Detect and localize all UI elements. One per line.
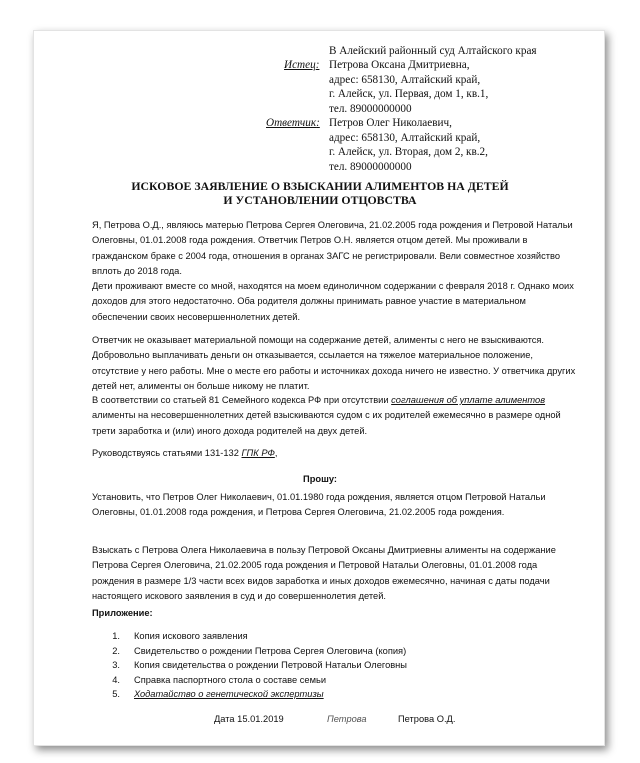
plaintiff-label: Истец: [284, 59, 320, 71]
court-name: В Алейский районный суд Алтайского края [329, 45, 537, 57]
paragraph-paternity-request: Установить, что Петров Олег Николаевич, 01.01.1980 года рождения, является отцом Петровой Натальи Олеговны, 01.01.2008 года рождения, и Петрова Сергея Олеговича, 21.02.2005 года рождения. [92, 492, 546, 518]
list-item: 1. Копия искового заявления [112, 631, 248, 641]
defendant-phone: тел. 89000000000 [329, 160, 412, 173]
paragraph-alimony-request: Взыскать с Петрова Олега Николаевича в пользу Петровой Оксаны Дмитриевны алименты на содержание Петрова Сергея Олеговича, 21.02.2005 года рождения и Петровой Натальи Олеговны, 01.01.2008 года рождения в размере 1/3 части всех видов заработка и иных доходов ежемесячно, начиная с даты подачи настоящего искового заявления в суд и до совершеннолетия детей. [92, 545, 556, 601]
signature: Петрова [327, 714, 367, 724]
defendant-details [329, 116, 488, 174]
plaintiff-details [329, 58, 488, 116]
gpk-rf-link[interactable]: ГПК РФ [241, 448, 275, 458]
paragraph-children-support: Дети проживают вместе со мной, находятся на моем единоличном содержании с февраля 2018 г. Однако моих доходов для этого недостаточно. Оба родителя должны принимать равное участие в материальном обеспечении своих несовершеннолетних детей. [92, 281, 574, 322]
paragraph-family-code: В соответствии со статьей 81 Семейного кодекса РФ при отсутствии соглашения об уплате алиментов алименты на несовершеннолетних детей взыскиваются судом с их родителей ежемесячно в размере одной трети заработка и (или) иного дохода родителей на двух детей. [92, 395, 561, 436]
plaintiff-address-line-1: адрес: 658130, Алтайский край, [329, 73, 481, 86]
attachments-list [92, 629, 407, 702]
request-heading: Прошу: [303, 474, 337, 484]
paragraph-defendant: Ответчик не оказывает материальной помощи на содержание детей, алименты с него не взыскиваются. Добровольно выплачивать деньги он отказывается, ссылается на тяжелое материальное положение, отсутствие у него работы. Мне о месте его работы и источниках дохода ничего не известно. У ответчика других детей нет, алименты он больше никому не платит. [92, 335, 576, 391]
defendant-name: Петров Олег Николаевич, [329, 117, 452, 129]
signer-name: Петрова О.Д. [398, 714, 456, 724]
plaintiff-address-line-2: г. Алейск, ул. Первая, дом 1, кв.1, [329, 88, 489, 101]
list-item: 2. Свидетельство о рождении Петрова Сергея Олеговича (копия) [112, 645, 407, 656]
list-item: 5. Ходатайство о генетической экспертизы [112, 689, 324, 700]
genetic-expertise-link[interactable]: Ходатайство о генетической экспертизы [134, 689, 324, 700]
document-page [33, 30, 605, 746]
defendant-label: Ответчик: [266, 117, 320, 129]
title-line-1: ИСКОВОЕ ЗАЯВЛЕНИЕ О ВЗЫСКАНИИ АЛИМЕНТОВ НА ДЕТЕЙ [131, 179, 509, 193]
plaintiff-phone: тел. 89000000000 [329, 102, 412, 115]
defendant-address-line-1: адрес: 658130, Алтайский край, [329, 131, 481, 144]
list-item: 3. Копия свидетельства о рождении Петровой Натальи Олеговны [112, 660, 407, 671]
list-item: 4. Справка паспортного стола о составе семьи [112, 674, 327, 685]
title-line-2: И УСТАНОВЛЕНИИ ОТЦОВСТВА [223, 193, 417, 208]
alimony-agreement-link[interactable]: соглашения об уплате алиментов [391, 395, 546, 405]
defendant-address-line-2: г. Алейск, ул. Вторая, дом 2, кв.2, [329, 146, 488, 159]
document-date: Дата 15.01.2019 [214, 714, 284, 724]
paragraph-parents: Я, Петрова О.Д., являюсь матерью Петрова Сергея Олеговича, 21.02.2005 года рождения и Петровой Натальи Олеговны, 01.01.2008 года рождения. Ответчик Петров О.Н. является отцом детей. Мы проживали в гражданском браке с 2004 года, отношения в органах ЗАГС не регистрировали. Вели совместное хозяйство вплоть до 2018 года. [92, 220, 573, 276]
paragraph-legal-basis: Руководствуясь статьями 131-132 ГПК РФ, [92, 448, 278, 458]
plaintiff-name: Петрова Оксана Дмитриевна, [329, 59, 470, 71]
attachments-heading: Приложение: [92, 608, 153, 618]
document-title [34, 179, 606, 208]
